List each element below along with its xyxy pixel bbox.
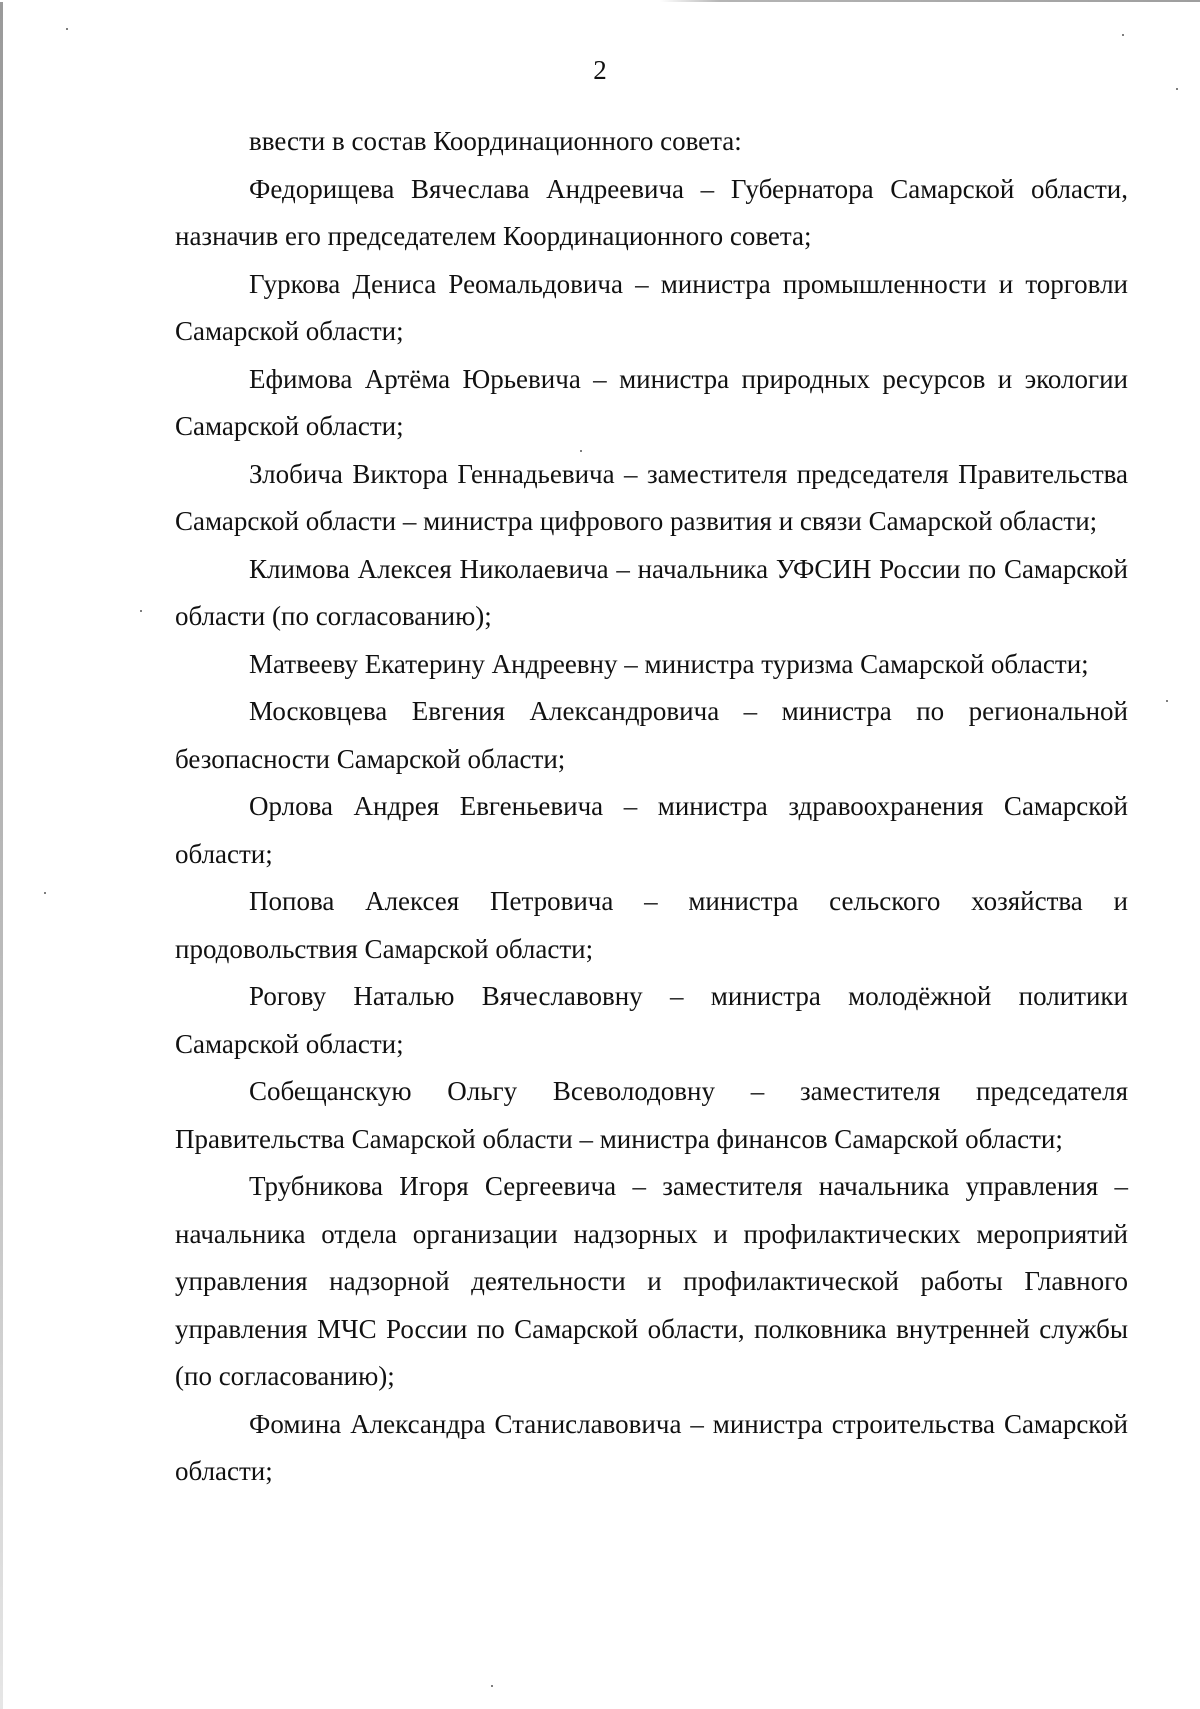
member-paragraph: Московцева Евгения Александровича – министра по региональной безопасности Самарской области;: [175, 696, 1128, 774]
document-body: [175, 118, 1128, 1496]
scan-speck: [44, 892, 46, 894]
member-paragraph: Трубникова Игоря Сергеевича – заместителя начальника управления – начальника отдела организации надзорных и профилактических мероприятий управления надзорной деятельности и профилактической работы Главного управления МЧС России по Самарской области, полковника внутренней службы (по согласованию);: [175, 1171, 1128, 1391]
scan-speck: [491, 1685, 493, 1687]
scan-speck: [1122, 34, 1124, 36]
member-paragraph: Матвееву Екатерину Андреевну – министра туризма Самарской области;: [249, 648, 1089, 679]
intro-paragraph: ввести в состав Координационного совета:: [249, 126, 742, 156]
member-paragraph: Ефимова Артёма Юрьевича – министра природных ресурсов и экологии Самарской области;: [175, 363, 1128, 441]
scan-speck: [1176, 88, 1178, 90]
member-paragraph: Рогову Наталью Вячеславовну – министра молодёжной политики Самарской области;: [175, 981, 1128, 1059]
member-paragraph: Орлова Андрея Евгеньевича – министра здравоохранения Самарской области;: [175, 791, 1128, 869]
page-number: 2: [593, 55, 607, 85]
scan-top-edge: [0, 0, 1200, 2]
scan-speck: [140, 610, 142, 612]
scan-speck: [1166, 700, 1168, 702]
member-paragraph: Собещанскую Ольгу Всеволодовну – заместителя председателя Правительства Самарской области – министра финансов Самарской области;: [175, 1076, 1128, 1154]
member-paragraph: Фомина Александра Станиславовича – министра строительства Самарской области;: [175, 1408, 1128, 1486]
member-paragraph: Климова Алексея Николаевича – начальника УФСИН России по Самарской области (по согласованию);: [175, 553, 1128, 631]
member-paragraph: Злобича Виктора Геннадьевича – заместителя председателя Правительства Самарской области – министра цифрового развития и связи Самарской области;: [175, 458, 1128, 536]
scan-speck: [66, 28, 68, 30]
scan-left-edge: [0, 0, 3, 1709]
member-paragraph: Попова Алексея Петровича – министра сельского хозяйства и продовольствия Самарской области;: [175, 886, 1128, 964]
member-paragraph: Гуркова Дениса Реомальдовича – министра промышленности и торговли Самарской области;: [175, 268, 1128, 346]
member-paragraph: Федорищева Вячеслава Андреевича – Губернатора Самарской области, назначив его председателем Координационного совета;: [175, 173, 1128, 251]
